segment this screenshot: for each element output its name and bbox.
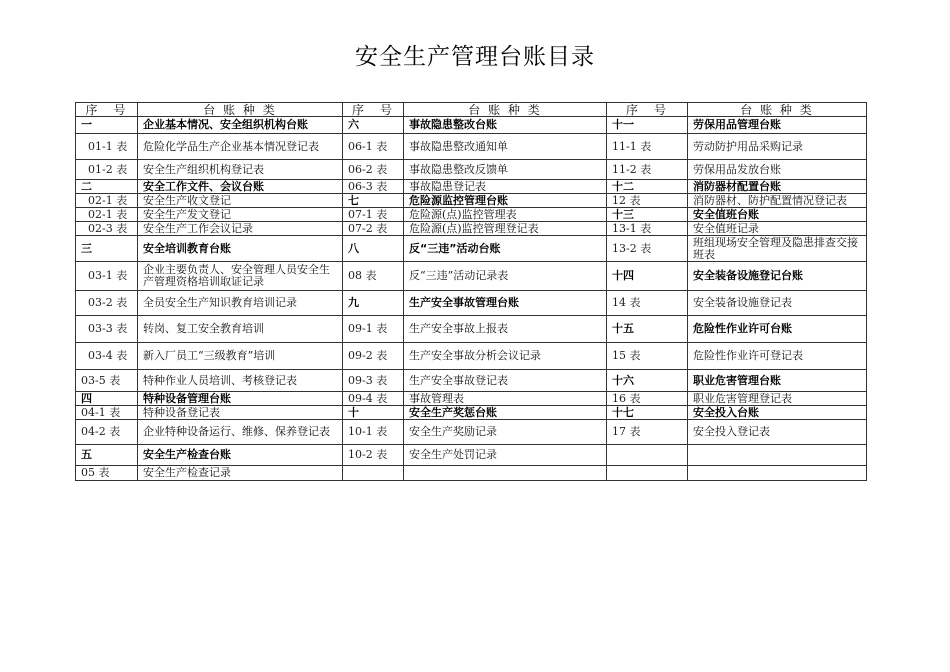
form-number: 07-1 表: [343, 208, 404, 222]
form-name: 危险源(点)监控管理表: [404, 208, 607, 222]
section-title: 安全值班台账: [688, 208, 867, 222]
section-title: 安全装备设施登记台账: [688, 262, 867, 291]
section-number: 十六: [607, 370, 688, 392]
table-row: [76, 291, 867, 316]
table-row: [76, 445, 867, 466]
form-number: 17 表: [607, 420, 688, 445]
form-number: 07-2 表: [343, 222, 404, 236]
section-title: 特种设备管理台账: [138, 392, 343, 406]
section-number: 二: [76, 180, 138, 194]
section-title: 危险性作业许可台账: [688, 316, 867, 343]
section-number: 一: [76, 117, 138, 134]
section-number: 十: [343, 406, 404, 420]
form-name: 反“三违”活动记录表: [404, 262, 607, 291]
form-name: [688, 466, 867, 481]
ledger-body: [76, 103, 867, 481]
form-name: 事故隐患登记表: [404, 180, 607, 194]
form-name: [404, 466, 607, 481]
form-name: 全员安全生产知识教育培训记录: [138, 291, 343, 316]
table-row: [76, 316, 867, 343]
form-number: 02-1 表: [76, 208, 138, 222]
table-row: [76, 208, 867, 222]
form-number: 04-1 表: [76, 406, 138, 420]
section-title: 消防器材配置台账: [688, 180, 867, 194]
form-name: 企业特种设备运行、维修、保养登记表: [138, 420, 343, 445]
section-number: 四: [76, 392, 138, 406]
form-number: 03-4 表: [76, 343, 138, 370]
form-number: 01-1 表: [76, 134, 138, 160]
form-name: 劳保用品发放台账: [688, 160, 867, 180]
form-name: 安全装备设施登记表: [688, 291, 867, 316]
section-title: 企业基本情况、安全组织机构台账: [138, 117, 343, 134]
form-number: [607, 445, 688, 466]
section-number: 七: [343, 194, 404, 208]
form-name: 安全生产收文登记: [138, 194, 343, 208]
header-row: [76, 103, 867, 117]
form-number: 03-3 表: [76, 316, 138, 343]
form-name: 企业主要负责人、安全管理人员安全生产管理资格培训取证记录: [138, 262, 343, 291]
table-row: [76, 262, 867, 291]
form-name: 生产安全事故分析会议记录: [404, 343, 607, 370]
section-title: 安全培训教育台账: [138, 236, 343, 262]
section-title: 安全工作文件、会议台账: [138, 180, 343, 194]
form-name: [688, 445, 867, 466]
table-row: [76, 392, 867, 406]
form-name: 安全生产发文登记: [138, 208, 343, 222]
form-name: 危险性作业许可登记表: [688, 343, 867, 370]
table-row: [76, 160, 867, 180]
form-name: 事故隐患整改通知单: [404, 134, 607, 160]
header-type: 台 账 种 类: [138, 103, 343, 117]
form-number: 13-2 表: [607, 236, 688, 262]
form-name: 生产安全事故上报表: [404, 316, 607, 343]
form-name: 安全值班记录: [688, 222, 867, 236]
header-seq: 序 号: [76, 103, 138, 117]
form-number: 02-1 表: [76, 194, 138, 208]
header-seq: 序 号: [343, 103, 404, 117]
form-number: [607, 466, 688, 481]
section-title: 事故隐患整改台账: [404, 117, 607, 134]
section-number: 十五: [607, 316, 688, 343]
table-row: [76, 222, 867, 236]
form-name: 事故隐患整改反馈单: [404, 160, 607, 180]
form-name: 安全生产处罚记录: [404, 445, 607, 466]
page-title: 安全生产管理台账目录: [355, 44, 595, 70]
form-name: 班组现场安全管理及隐患排查交接班表: [688, 236, 867, 262]
table-row: [76, 420, 867, 445]
form-number: 09-2 表: [343, 343, 404, 370]
form-name: 危险源(点)监控管理登记表: [404, 222, 607, 236]
table-row: [76, 134, 867, 160]
table-row: [76, 194, 867, 208]
section-number: 三: [76, 236, 138, 262]
section-title: 危险源监控管理台账: [404, 194, 607, 208]
form-number: 09-4 表: [343, 392, 404, 406]
form-number: 06-2 表: [343, 160, 404, 180]
table-row: [76, 406, 867, 420]
table-row: [76, 117, 867, 134]
form-name: 转岗、复工安全教育培训: [138, 316, 343, 343]
section-number: 五: [76, 445, 138, 466]
form-number: 11-2 表: [607, 160, 688, 180]
header-type: 台 账 种 类: [404, 103, 607, 117]
form-number: 05 表: [76, 466, 138, 481]
form-number: 16 表: [607, 392, 688, 406]
form-name: 安全生产工作会议记录: [138, 222, 343, 236]
form-number: 13-1 表: [607, 222, 688, 236]
section-title: 生产安全事故管理台账: [404, 291, 607, 316]
section-number: 十一: [607, 117, 688, 134]
form-name: 安全生产检查记录: [138, 466, 343, 481]
form-number: 03-5 表: [76, 370, 138, 392]
section-title: 职业危害管理台账: [688, 370, 867, 392]
form-number: 14 表: [607, 291, 688, 316]
section-title: 反“三违”活动台账: [404, 236, 607, 262]
form-number: 09-1 表: [343, 316, 404, 343]
form-number: 11-1 表: [607, 134, 688, 160]
header-type: 台 账 种 类: [688, 103, 867, 117]
ledger-table: [75, 102, 867, 481]
form-number: 15 表: [607, 343, 688, 370]
form-number: 10-2 表: [343, 445, 404, 466]
form-number: 02-3 表: [76, 222, 138, 236]
form-name: 消防器材、防护配置情况登记表: [688, 194, 867, 208]
form-number: 06-3 表: [343, 180, 404, 194]
form-name: 事故管理表: [404, 392, 607, 406]
table-row: [76, 180, 867, 194]
form-name: 职业危害管理登记表: [688, 392, 867, 406]
form-name: 生产安全事故登记表: [404, 370, 607, 392]
section-number: 十四: [607, 262, 688, 291]
section-number: 八: [343, 236, 404, 262]
table-row: [76, 370, 867, 392]
section-title: 安全生产奖惩台账: [404, 406, 607, 420]
form-name: 特种作业人员培训、考核登记表: [138, 370, 343, 392]
form-number: 12 表: [607, 194, 688, 208]
section-number: 十二: [607, 180, 688, 194]
form-number: 03-1 表: [76, 262, 138, 291]
form-number: 09-3 表: [343, 370, 404, 392]
form-number: 08 表: [343, 262, 404, 291]
header-seq: 序 号: [607, 103, 688, 117]
form-name: 危险化学品生产企业基本情况登记表: [138, 134, 343, 160]
form-number: [343, 466, 404, 481]
form-number: 04-2 表: [76, 420, 138, 445]
section-number: 十三: [607, 208, 688, 222]
form-number: 10-1 表: [343, 420, 404, 445]
section-number: 六: [343, 117, 404, 134]
form-number: 03-2 表: [76, 291, 138, 316]
table-row: [76, 466, 867, 481]
form-name: 新入厂员工“三级教育”培训: [138, 343, 343, 370]
form-name: 安全投入登记表: [688, 420, 867, 445]
section-number: 十七: [607, 406, 688, 420]
form-number: 06-1 表: [343, 134, 404, 160]
section-number: 九: [343, 291, 404, 316]
form-name: 安全生产奖励记录: [404, 420, 607, 445]
section-title: 安全投入台账: [688, 406, 867, 420]
form-number: 01-2 表: [76, 160, 138, 180]
table-row: [76, 343, 867, 370]
section-title: 劳保用品管理台账: [688, 117, 867, 134]
form-name: 劳动防护用品采购记录: [688, 134, 867, 160]
section-title: 安全生产检查台账: [138, 445, 343, 466]
form-name: 特种设备登记表: [138, 406, 343, 420]
table-row: [76, 236, 867, 262]
form-name: 安全生产组织机构登记表: [138, 160, 343, 180]
